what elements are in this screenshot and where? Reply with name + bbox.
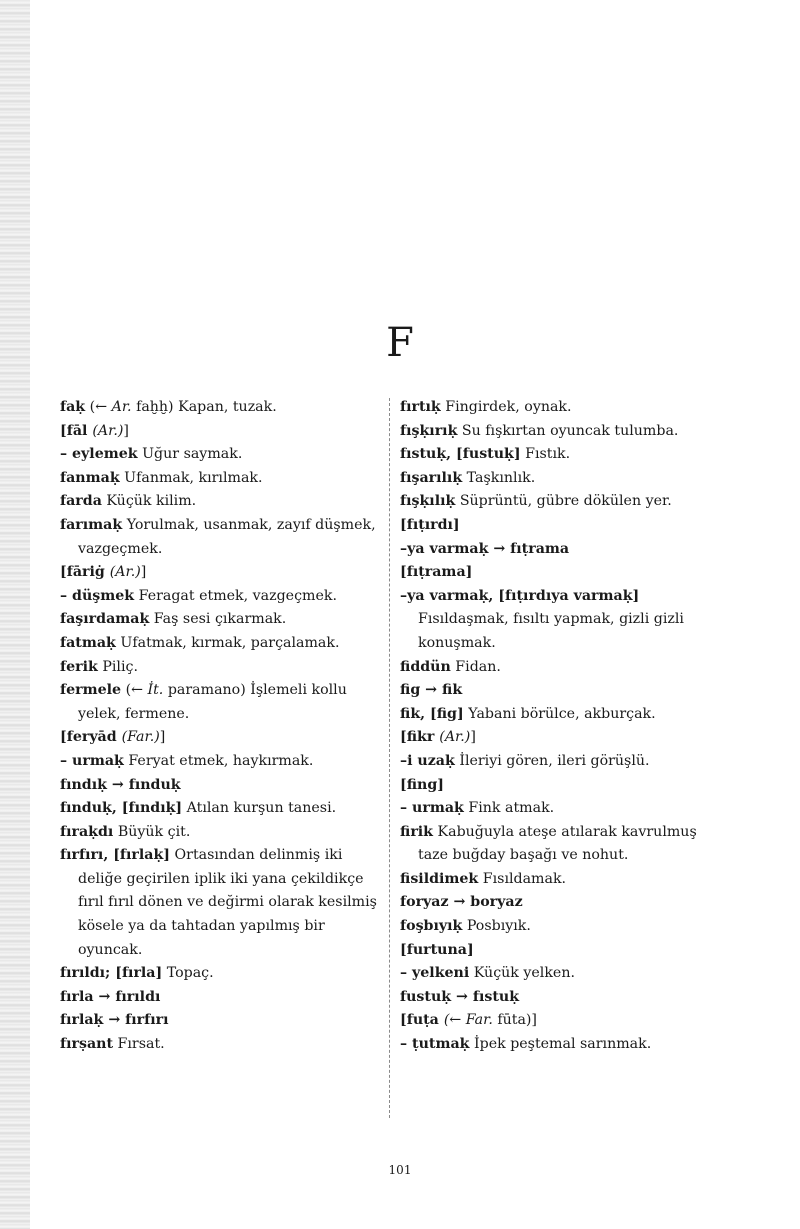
entry-definition: ] — [123, 422, 129, 439]
entry-headword: –ya varmaḳ → fıṭrama — [400, 540, 570, 557]
entry-headword: – düşmek — [60, 587, 135, 604]
page-number: 101 — [388, 1163, 412, 1177]
entry-etymology: ← İt. — [131, 682, 164, 699]
entry-definition: Su fışkırtan oyuncak tulumba. — [457, 422, 679, 439]
dictionary-entry — [60, 774, 390, 798]
entry-headword: [fuṭa — [400, 1012, 444, 1029]
dictionary-entry — [400, 490, 730, 514]
entry-headword: farda — [60, 493, 102, 510]
dictionary-entry — [60, 490, 390, 514]
dictionary-entry — [400, 797, 730, 821]
entry-headword: fanmaḳ — [60, 469, 120, 486]
entry-definition: ] — [470, 729, 476, 746]
dictionary-entry — [400, 774, 730, 798]
dictionary-entry — [60, 679, 390, 726]
entry-headword: foryaz → boryaz — [400, 894, 523, 911]
dictionary-entry — [60, 561, 390, 585]
entry-headword: farımaḳ — [60, 516, 123, 533]
entry-definition: Topaç. — [162, 965, 214, 982]
dictionary-entry — [60, 443, 390, 467]
entry-definition: faḫḫ) Kapan, tuzak. — [131, 399, 277, 415]
dictionary-entry — [60, 632, 390, 656]
entry-etymology: (Far.) — [121, 729, 160, 746]
entry-headword: [fıṭırdı] — [400, 516, 460, 533]
entry-definition: Kabuğuyla ateşe atılarak kavrulmuş taze buğday başağı ve nohut. — [418, 823, 697, 864]
dictionary-entry — [60, 585, 390, 609]
entry-definition: ( — [121, 682, 132, 699]
dictionary-entry — [60, 986, 390, 1010]
left-column — [60, 396, 390, 1057]
entry-definition: Feragat etmek, vazgeçmek. — [134, 587, 337, 604]
dictionary-entry — [60, 420, 390, 444]
entry-headword: [fāriġ — [60, 564, 110, 581]
entry-headword: fırtıḳ — [400, 399, 441, 415]
entry-headword: [fikr — [400, 729, 440, 746]
dictionary-entry — [400, 443, 730, 467]
entry-definition: Yorulmak, usanmak, zayıf düşmek, vazgeçmek. — [78, 516, 376, 557]
entry-etymology: (← Far. — [443, 1012, 493, 1029]
entry-definition: İpek peştemal sarınmak. — [469, 1036, 652, 1053]
entry-headword: fırlaḳ → fırfırı — [60, 1012, 169, 1029]
entry-definition: Faş sesi çıkarmak. — [149, 611, 287, 628]
dictionary-entry — [60, 608, 390, 632]
entry-headword: fırfırı, [fırlaḳ] — [60, 847, 171, 864]
entry-definition: Fidan. — [450, 658, 501, 675]
dictionary-entry — [400, 915, 730, 939]
entry-etymology: (Ar.) — [109, 564, 141, 581]
entry-headword: fisildimek — [400, 870, 479, 887]
dictionary-entry — [400, 986, 730, 1010]
entry-etymology: ← Ar. — [95, 399, 132, 415]
dictionary-entry — [60, 962, 390, 986]
entry-headword: – yelkeni — [400, 965, 470, 982]
entry-headword: foşbıyıḳ — [400, 918, 463, 935]
entry-headword: fırıldı; [fırla] — [60, 965, 163, 982]
entry-headword: faşırdamaḳ — [60, 611, 150, 628]
entry-headword: – eylemek — [60, 446, 138, 463]
entry-definition: paramano) İşlemeli kollu yelek, fermene. — [78, 682, 347, 722]
entry-headword: fiddün — [400, 658, 451, 675]
dictionary-entry — [400, 396, 730, 420]
entry-definition: Fıstık. — [520, 446, 571, 463]
entry-headword: fınduḳ, [fındıḳ] — [60, 800, 183, 817]
dictionary-entry — [400, 656, 730, 680]
dictionary-entry — [400, 868, 730, 892]
dictionary-entry — [60, 467, 390, 491]
entry-headword: fışḳırıḳ — [400, 422, 458, 439]
entry-definition: Piliç. — [97, 658, 138, 675]
entry-headword: firik — [400, 823, 434, 840]
dictionary-entry — [400, 679, 730, 703]
right-column — [400, 396, 730, 1057]
entry-definition: Fink atmak. — [463, 800, 555, 817]
entry-headword: – urmaḳ — [400, 800, 464, 817]
dictionary-entry — [60, 1009, 390, 1033]
dictionary-entry — [400, 750, 730, 774]
entry-definition: ( — [85, 399, 96, 415]
entry-definition: Küçük kilim. — [101, 493, 197, 510]
entry-definition: Posbıyık. — [462, 918, 531, 935]
entry-definition: ] — [159, 729, 166, 746]
dictionary-entry — [60, 1033, 390, 1057]
entry-headword: –i uzaḳ — [400, 752, 455, 769]
entry-definition: Ortasından delinmiş iki deliğe geçirilen iplik iki yana çekildikçe fırıl fırıl dönen ve değirmi olarak kesilmiş kösele ya da tahtadan yapılmış bir oyuncak. — [78, 847, 377, 958]
entry-definition: Ufatmak, kırmak, parçalamak. — [115, 634, 340, 651]
entry-definition: Uğur saymak. — [137, 446, 243, 463]
entry-definition: Fısıldamak. — [478, 870, 567, 887]
entry-definition: Yabani börülce, akburçak. — [463, 705, 656, 722]
entry-definition: fūta)] — [492, 1012, 537, 1029]
dictionary-entry — [400, 1033, 730, 1057]
entry-headword: fırla → fırıldı — [60, 988, 161, 1005]
dictionary-entry — [60, 821, 390, 845]
dictionary-entry — [400, 561, 730, 585]
entry-headword: [fing] — [400, 776, 444, 793]
entry-headword: fışḳılıḳ — [400, 493, 456, 510]
dictionary-entry — [400, 467, 730, 491]
entry-headword: fermele — [60, 682, 122, 699]
entry-definition: İleriyi gören, ileri görüşlü. — [454, 752, 650, 769]
column-divider — [389, 398, 390, 1118]
entry-definition: Fingirdek, oynak. — [440, 399, 572, 415]
dictionary-entry — [400, 1009, 730, 1033]
dictionary-entry — [60, 797, 390, 821]
entry-headword: fışarılıḳ — [400, 469, 463, 486]
entry-headword: [furtuna] — [400, 941, 474, 958]
entry-definition: Süprüntü, gübre dökülen yer. — [455, 493, 672, 510]
dictionary-entry — [400, 962, 730, 986]
dictionary-entry — [60, 514, 390, 561]
dictionary-entry — [400, 703, 730, 727]
dictionary-entry — [400, 891, 730, 915]
entry-headword: ferik — [60, 658, 98, 675]
dictionary-entry — [60, 396, 390, 420]
entry-etymology: (Ar.) — [439, 729, 471, 746]
entry-headword: faḳ — [60, 399, 86, 415]
entry-headword: fustuḳ → fıstuḳ — [400, 988, 520, 1005]
entry-headword: fıraḳdı — [60, 823, 114, 840]
dictionary-entry — [400, 821, 730, 868]
entry-definition: Büyük çit. — [113, 823, 191, 840]
dictionary-entry — [400, 585, 730, 656]
entry-headword: fıstuḳ, [fustuḳ] — [400, 446, 521, 463]
dictionary-entry — [400, 420, 730, 444]
entry-definition: Atılan kurşun tanesi. — [182, 800, 337, 817]
section-letter-heading: F — [386, 320, 414, 366]
entry-headword: [feryād — [60, 729, 122, 746]
dictionary-entry — [400, 939, 730, 963]
entry-definition: Ufanmak, kırılmak. — [119, 469, 263, 486]
dictionary-entry — [400, 538, 730, 562]
entry-definition: ] — [140, 564, 147, 581]
entry-headword: fik, [fig] — [400, 705, 464, 722]
book-spine-shadow — [0, 0, 30, 1229]
entry-definition: Feryat etmek, haykırmak. — [123, 752, 314, 769]
entry-headword: fig → fik — [400, 682, 463, 699]
entry-headword: –ya varmaḳ, [fıṭırdıya varmaḳ] — [400, 587, 640, 604]
dictionary-entry — [60, 844, 390, 962]
entry-headword: fatmaḳ — [60, 634, 116, 651]
dictionary-entry — [400, 514, 730, 538]
entry-definition: Küçük yelken. — [469, 965, 575, 982]
dictionary-entry — [60, 656, 390, 680]
entry-headword: – urmaḳ — [60, 752, 124, 769]
entry-headword: [fıṭrama] — [400, 564, 473, 581]
entry-definition: Fısıldaşmak, fısıltı yapmak, gizli gizli konuşmak. — [418, 611, 684, 651]
entry-definition: Fırsat. — [113, 1036, 165, 1053]
entry-definition: Taşkınlık. — [462, 469, 536, 486]
dictionary-entry — [60, 726, 390, 750]
entry-headword: fındıḳ → fınduḳ — [60, 776, 181, 793]
dictionary-entry — [400, 726, 730, 750]
entry-etymology: (Ar.) — [92, 422, 124, 439]
entry-headword: – ṭutmaḳ — [400, 1036, 470, 1053]
entry-headword: [fāl — [60, 422, 93, 439]
dictionary-entry — [60, 750, 390, 774]
entry-headword: fırṣant — [60, 1036, 114, 1053]
